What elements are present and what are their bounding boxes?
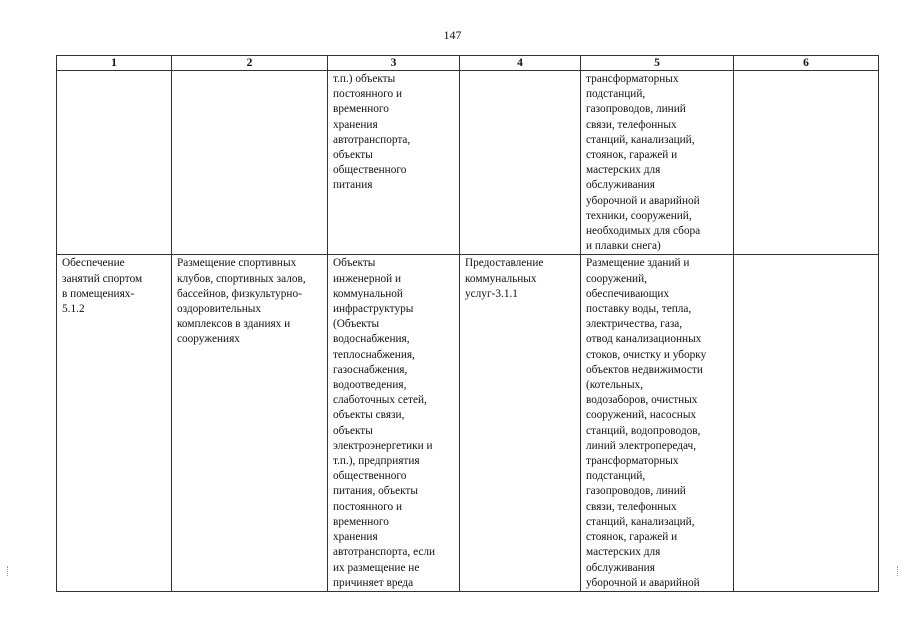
table-cell — [581, 255, 734, 591]
column-header: 2 — [172, 56, 328, 71]
column-header: 1 — [57, 56, 172, 71]
column-header: 5 — [581, 56, 734, 71]
column-header: 3 — [328, 56, 460, 71]
cell-text: Предоставление коммунальных услуг-3.1.1 — [465, 257, 544, 300]
cell-text: трансформаторных подстанций, газопроводов, линий связи, телефонных станций, канализаций, стоянок, гаражей и мастерских для обслуживания уборочной и аварийной техники, сооружений, необходимых для сбора и плавки снега) — [586, 73, 701, 253]
table-cell — [734, 71, 879, 255]
cell-text: Размещение спортивных клубов, спортивных залов, бассейнов, физкультурно- оздоровительных комплексов в зданиях и сооружениях — [177, 257, 306, 346]
cell-text: Размещение зданий и сооружений, обеспечивающих поставку воды, тепла, электричества, газа, отвод канализационных стоков, очистку и уборку объектов недвижимости (котельных, водозаборов, очистных сооружений, насосных станций, водопроводов, линий электропередач, трансформаторных подстанций, газопроводов, линий связи, телефонных станций, канализаций, стоянок, гаражей и мастерских для обслуживания уборочной и аварийной — [586, 257, 707, 589]
table-cell — [460, 255, 581, 591]
table-cell — [57, 255, 172, 591]
table-cell — [172, 255, 328, 591]
cell-text: Обеспечение занятий спортом в помещениях- 5.1.2 — [62, 257, 143, 316]
cell-text: Объекты инженерной и коммунальной инфраструктуры (Объекты водоснабжения, теплоснабжения, газоснабжения, водоотведения, слаботочных сетей, объекты связи, объекты электроэнергетики и т.п.), предприятия общественного питания, объекты постоянного и временного хранения автотранспорта, если их размещение не причиняет вреда — [333, 257, 436, 589]
table-cell — [57, 71, 172, 255]
cell-text: т.п.) объекты постоянного и временного хранения автотранспорта, объекты общественного питания — [333, 73, 411, 192]
table-row — [57, 255, 879, 591]
table-cell — [734, 255, 879, 591]
table-cell — [581, 71, 734, 255]
table-cell — [328, 255, 460, 591]
page-number: 147 — [443, 28, 462, 42]
column-header: 6 — [734, 56, 879, 71]
table-header-row — [57, 56, 879, 71]
table-cell — [172, 71, 328, 255]
scan-edge-mark-left — [7, 566, 11, 576]
table-cell — [328, 71, 460, 255]
zoning-table — [56, 55, 879, 592]
table-row — [57, 71, 879, 255]
scan-edge-mark-right — [897, 566, 901, 576]
table-cell — [460, 71, 581, 255]
column-header: 4 — [460, 56, 581, 71]
